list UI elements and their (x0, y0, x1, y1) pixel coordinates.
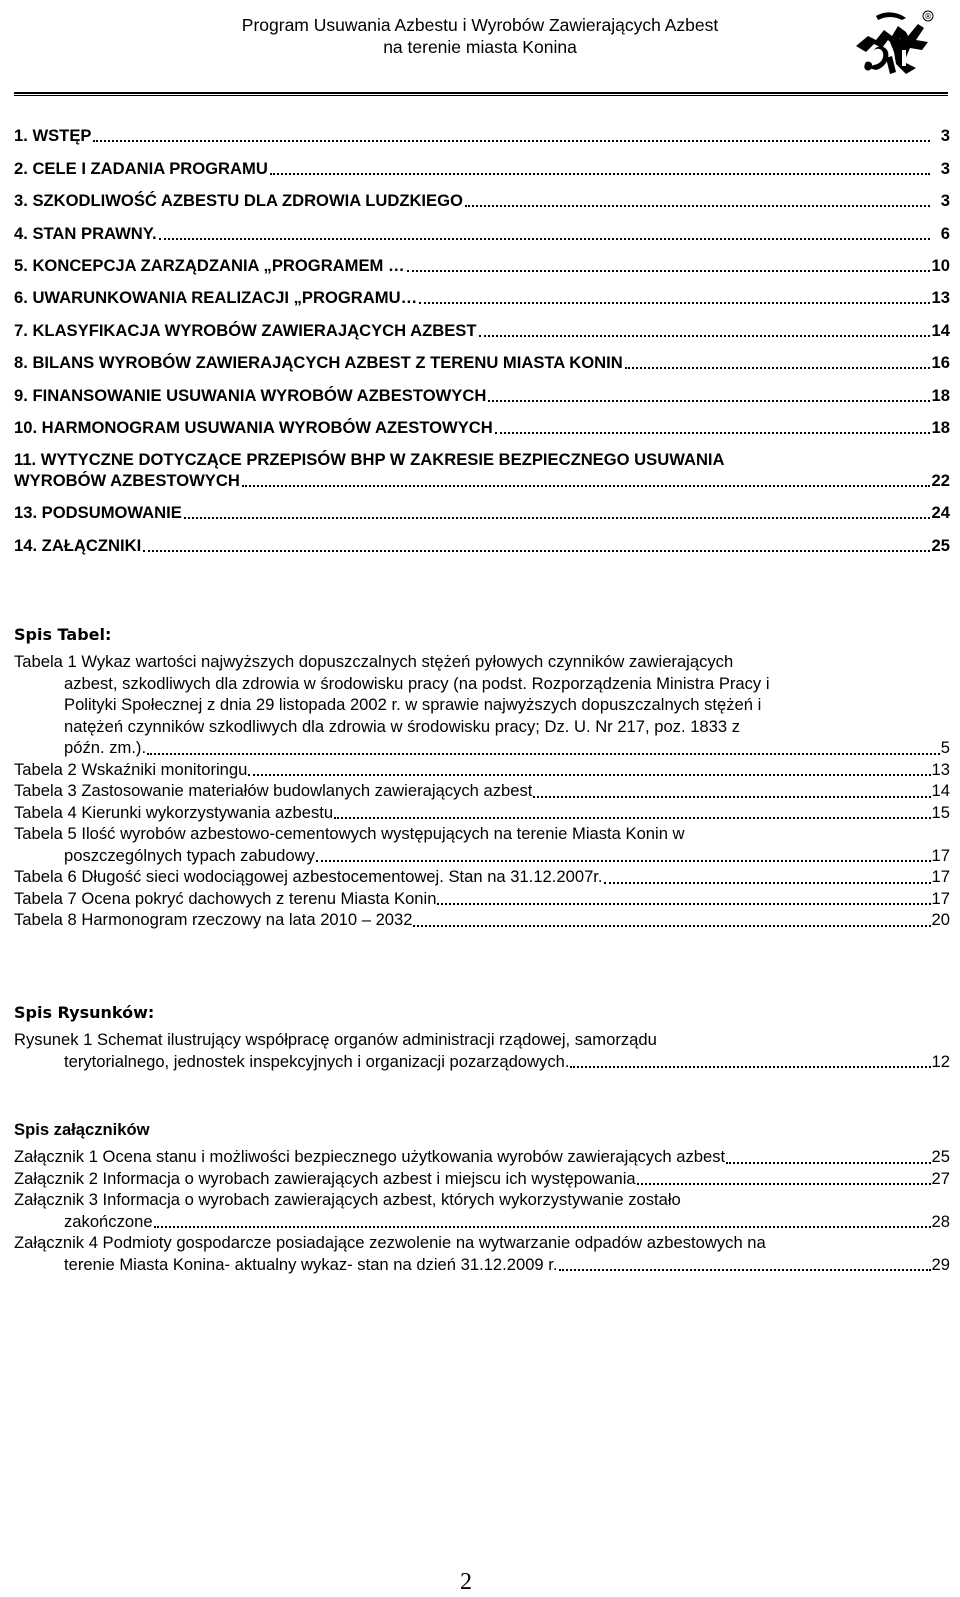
table-entry-title: Tabela 6 Długość sieci wodociągowej azbestocementowej. Stan na 31.12.2007r. (14, 867, 603, 886)
toc-entry-page: 22 (931, 470, 950, 490)
table-entry-line: azbest, szkodliwych dla zdrowia w środowisku pracy (na podst. Rozporządzenia Ministra Pracy i (64, 673, 770, 693)
toc-entry-page: 6 (940, 223, 950, 243)
registered-mark: ® (924, 12, 932, 21)
attachment-entry-title: Załącznik 2 Informacja o wyrobach zawierających azbest i miejscu ich występowania (14, 1168, 636, 1188)
toc-entry-page: 25 (931, 535, 950, 555)
attachment-entry-title: terenie Miasta Konina- aktualny wykaz- stan na dzień 31.12.2009 r. (64, 1254, 558, 1274)
attachment-entry[interactable] (14, 1146, 950, 1168)
toc-entry[interactable] (14, 276, 950, 308)
figure-entry-page: 12 (931, 1051, 950, 1071)
toc-entry-page: 16 (931, 353, 950, 373)
table-entry-page: 17 (931, 888, 950, 908)
list-of-tables (14, 624, 950, 931)
figure-entry[interactable] (14, 1029, 950, 1072)
toc-entry[interactable] (14, 341, 950, 373)
table-entry-title: Tabela 7 Ocena pokryć dachowych z terenu Miasta Konin (14, 888, 437, 908)
toc-entry-page: 24 (931, 503, 950, 523)
table-entry-page: 17 (931, 867, 950, 886)
table-entry[interactable] (14, 909, 950, 931)
toc-entry[interactable] (14, 244, 950, 276)
dot-leader (316, 848, 931, 862)
dot-leader (465, 191, 930, 207)
table-entry[interactable] (14, 759, 950, 781)
toc-entry-title: 6. UWARUNKOWANIA REALIZACJI „PROGRAMU… (14, 288, 418, 308)
dot-leader (143, 536, 929, 552)
toc-entry-page: 18 (931, 417, 950, 437)
dot-leader (93, 126, 930, 142)
dot-leader (242, 471, 930, 487)
header-rule-thin (14, 95, 948, 96)
toc-entry[interactable] (14, 146, 950, 178)
toc-entry-title: 5. KONCEPCJA ZARZĄDZANIA „PROGRAMEM … (14, 255, 405, 275)
table-entry-page: 17 (931, 845, 950, 865)
toc-entry-page: 3 (940, 191, 950, 211)
table-entry-line: Polityki Społecznej z dnia 29 listopada 2002 r. w sprawie najwyższych dopuszczalnych stężeń i (64, 695, 762, 714)
toc-entry-page: 10 (931, 255, 950, 275)
list-of-attachments (14, 1119, 950, 1275)
toc-entry[interactable] (14, 114, 950, 146)
toc-entry[interactable] (14, 406, 950, 438)
toc-entry-title: 9. FINANSOWANIE USUWANIA WYROBÓW AZBESTOWYCH (14, 385, 487, 405)
dot-leader (334, 805, 930, 819)
document-title-line-1: Program Usuwania Azbestu i Wyrobów Zawierających Azbest (241, 15, 719, 35)
dot-leader (604, 870, 931, 884)
dot-leader (248, 762, 930, 776)
attachment-entry[interactable] (14, 1189, 950, 1232)
table-entry[interactable] (14, 866, 950, 888)
city-logo-icon (846, 6, 944, 80)
table-entry[interactable] (14, 888, 950, 910)
list-of-tables-heading: Spis Tabel: (14, 625, 112, 644)
document-title (0, 14, 960, 58)
attachment-entry[interactable] (14, 1168, 950, 1190)
dot-leader (726, 1150, 930, 1164)
attachment-entry-page: 27 (931, 1168, 950, 1188)
dot-leader (559, 1257, 931, 1271)
table-of-contents (14, 114, 950, 556)
table-entry-page: 13 (931, 759, 950, 779)
dot-leader (407, 256, 930, 272)
dot-leader (413, 913, 930, 927)
dot-leader (437, 891, 930, 905)
table-entry-title: Tabela 8 Harmonogram rzeczowy na lata 2010 – 2032 (14, 910, 413, 929)
dot-leader (637, 1171, 931, 1185)
figure-entry-title: terytorialnego, jednostek inspekcyjnych i organizacji pozarządowych. (64, 1051, 570, 1071)
list-of-figures-heading: Spis Rysunków: (14, 1003, 155, 1022)
list-of-figures (14, 1002, 950, 1072)
list-of-attachments-heading: Spis załączników (14, 1120, 150, 1139)
table-entry-line: Tabela 5 Ilość wyrobów azbestowo-cementowych występujących na terenie Miasta Konin w (14, 824, 685, 843)
attachment-entry-page: 28 (931, 1211, 950, 1231)
table-entry-title: Tabela 4 Kierunki wykorzystywania azbestu (14, 802, 334, 822)
toc-entry-title: 4. STAN PRAWNY. (14, 223, 157, 243)
dot-leader (184, 503, 930, 519)
dot-leader (488, 386, 929, 402)
toc-entry-page: 18 (931, 385, 950, 405)
dot-leader (570, 1054, 930, 1068)
toc-entry[interactable] (14, 523, 950, 555)
toc-entry-title: 13. PODSUMOWANIE (14, 503, 182, 523)
table-entry-page: 15 (931, 802, 950, 822)
toc-entry[interactable] (14, 373, 950, 405)
table-entry-title: późn. zm.). (64, 738, 147, 757)
toc-entry-title: 1. WSTĘP (14, 126, 92, 146)
table-entry-title: Tabela 3 Zastosowanie materiałów budowlanych zawierających azbest (14, 781, 533, 800)
toc-entry-title-continued: WYROBÓW AZBESTOWYCH (14, 470, 240, 490)
toc-entry-page: 14 (931, 320, 950, 340)
dot-leader (495, 418, 930, 434)
document-title-line-2: na terenie miasta Konina (383, 37, 577, 57)
dot-leader (533, 784, 930, 798)
table-entry[interactable] (14, 651, 950, 759)
dot-leader (270, 159, 930, 175)
toc-entry[interactable] (14, 438, 950, 491)
toc-entry-title: 10. HARMONOGRAM USUWANIA WYROBÓW AZESTOWYCH (14, 417, 493, 437)
toc-entry-title: 14. ZAŁĄCZNIKI (14, 535, 142, 555)
figure-entry-line: Rysunek 1 Schemat ilustrujący współpracę organów administracji rządowej, samorządu (14, 1030, 657, 1049)
dot-leader (147, 741, 940, 755)
table-entry-page: 14 (931, 781, 950, 800)
table-entry-title: Tabela 2 Wskaźniki monitoringu (14, 759, 248, 779)
attachment-entry-page: 25 (931, 1147, 950, 1166)
page-number: 2 (460, 1569, 472, 1595)
table-entry[interactable] (14, 802, 950, 824)
toc-entry-page: 3 (940, 158, 950, 178)
toc-entry[interactable] (14, 308, 950, 340)
attachment-entry-title: zakończone (64, 1211, 153, 1231)
toc-entry-page: 3 (940, 126, 950, 146)
attachment-entry-page: 29 (931, 1254, 950, 1274)
toc-entry-title: 11. WYTYCZNE DOTYCZĄCE PRZEPISÓW BHP W ZAKRESIE BEZPIECZNEGO USUWANIA (14, 449, 725, 469)
dot-leader (419, 288, 929, 304)
table-entry-title: poszczególnych typach zabudowy (64, 845, 315, 865)
dot-leader (154, 1214, 931, 1228)
toc-entry-title: 8. BILANS WYROBÓW ZAWIERAJĄCYCH AZBEST Z TERENU MIASTA KONIN (14, 353, 623, 373)
table-entry[interactable] (14, 780, 950, 802)
toc-entry[interactable] (14, 211, 950, 243)
dot-leader (479, 321, 930, 337)
page-header (0, 0, 960, 88)
attachment-entry[interactable] (14, 1232, 950, 1275)
toc-entry-title: 3. SZKODLIWOŚĆ AZBESTU DLA ZDROWIA LUDZKIEGO (14, 191, 463, 211)
attachment-entry-line: Załącznik 4 Podmioty gospodarcze posiadające zezwolenie na wytwarzanie odpadów azbestowych na (14, 1233, 766, 1252)
toc-entry-title: 7. KLASYFIKACJA WYROBÓW ZAWIERAJĄCYCH AZBEST (14, 320, 477, 340)
attachment-entry-line: Załącznik 3 Informacja o wyrobach zawierających azbest, których wykorzystywanie zostało (14, 1190, 681, 1209)
table-entry[interactable] (14, 823, 950, 866)
dot-leader (625, 353, 930, 369)
table-entry-line: natężeń czynników szkodliwych dla zdrowia w środowisku pracy; Dz. U. Nr 217, poz. 1833 z (64, 716, 741, 736)
toc-entry-page: 13 (931, 288, 950, 308)
header-rule (14, 92, 948, 94)
attachment-entry-title: Załącznik 1 Ocena stanu i możliwości bezpiecznego użytkowania wyrobów zawierających azbest (14, 1147, 726, 1166)
dot-leader (159, 224, 930, 240)
toc-entry[interactable] (14, 179, 950, 211)
table-entry-line: Tabela 1 Wykaz wartości najwyższych dopuszczalnych stężeń pyłowych czynników zawierających (14, 652, 734, 671)
toc-entry-title: 2. CELE I ZADANIA PROGRAMU (14, 158, 268, 178)
toc-entry[interactable] (14, 491, 950, 523)
table-entry-page: 5 (940, 738, 950, 757)
table-entry-page: 20 (931, 910, 950, 929)
